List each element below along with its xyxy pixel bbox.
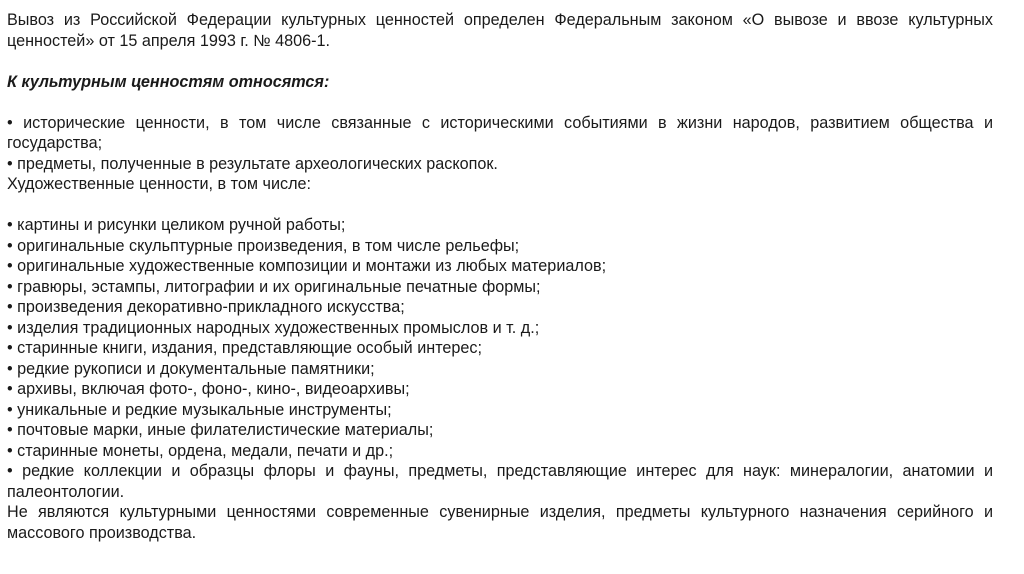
list-item: • картины и рисунки целиком ручной работы; — [7, 216, 346, 234]
list-item: • гравюры, эстампы, литографии и их оригинальные печатные формы; — [7, 277, 541, 296]
spacer — [7, 92, 993, 113]
list-item: • редкие рукописи и документальные памятники; — [7, 359, 375, 378]
list-item: • изделия традиционных народных художественных промыслов и т. д.; — [7, 318, 540, 337]
list-item: • произведения декоративно-прикладного искусства; — [7, 298, 405, 316]
slide-content — [7, 10, 993, 543]
spacer — [7, 195, 993, 216]
list-item: • исторические ценности, в том числе связанные с историческими событиями в жизни народов, развитием общества и государства; — [7, 113, 993, 152]
art-values-list — [7, 215, 993, 502]
closing-paragraph: Не являются культурными ценностями современные сувенирные изделия, предметы культурного назначения серийного и массового производства. — [7, 503, 993, 542]
list-item: • почтовые марки, иные филателистические материалы; — [7, 421, 434, 439]
intro-paragraph: Вывоз из Российской Федерации культурных ценностей определен Федеральным законом «О вывозе и ввозе культурных ценностей» от 15 апреля 1993 г. № 4806-1. — [7, 11, 993, 50]
art-values-intro: Художественные ценности, в том числе: — [7, 175, 312, 193]
list-item: • уникальные и редкие музыкальные инструменты; — [7, 400, 392, 419]
list-item: • оригинальные художественные композиции и монтажи из любых материалов; — [7, 257, 607, 275]
list-item: • предметы, полученные в результате археологических раскопок. — [7, 154, 498, 173]
list-item: • старинные книги, издания, представляющие особый интерес; — [7, 339, 483, 357]
list-item: • старинные монеты, ордена, медали, печати и др.; — [7, 441, 394, 460]
list-item: • редкие коллекции и образцы флоры и фауны, предметы, представляющие интерес для наук: минералогии, анатомии и палеонтологии. — [7, 462, 993, 501]
spacer — [7, 51, 993, 72]
section-heading: К культурным ценностям относятся: — [7, 72, 330, 91]
list-item: • оригинальные скульптурные произведения, в том числе рельефы; — [7, 236, 520, 255]
historical-values-list — [7, 113, 993, 175]
list-item: • архивы, включая фото-, фоно-, кино-, видеоархивы; — [7, 380, 410, 398]
